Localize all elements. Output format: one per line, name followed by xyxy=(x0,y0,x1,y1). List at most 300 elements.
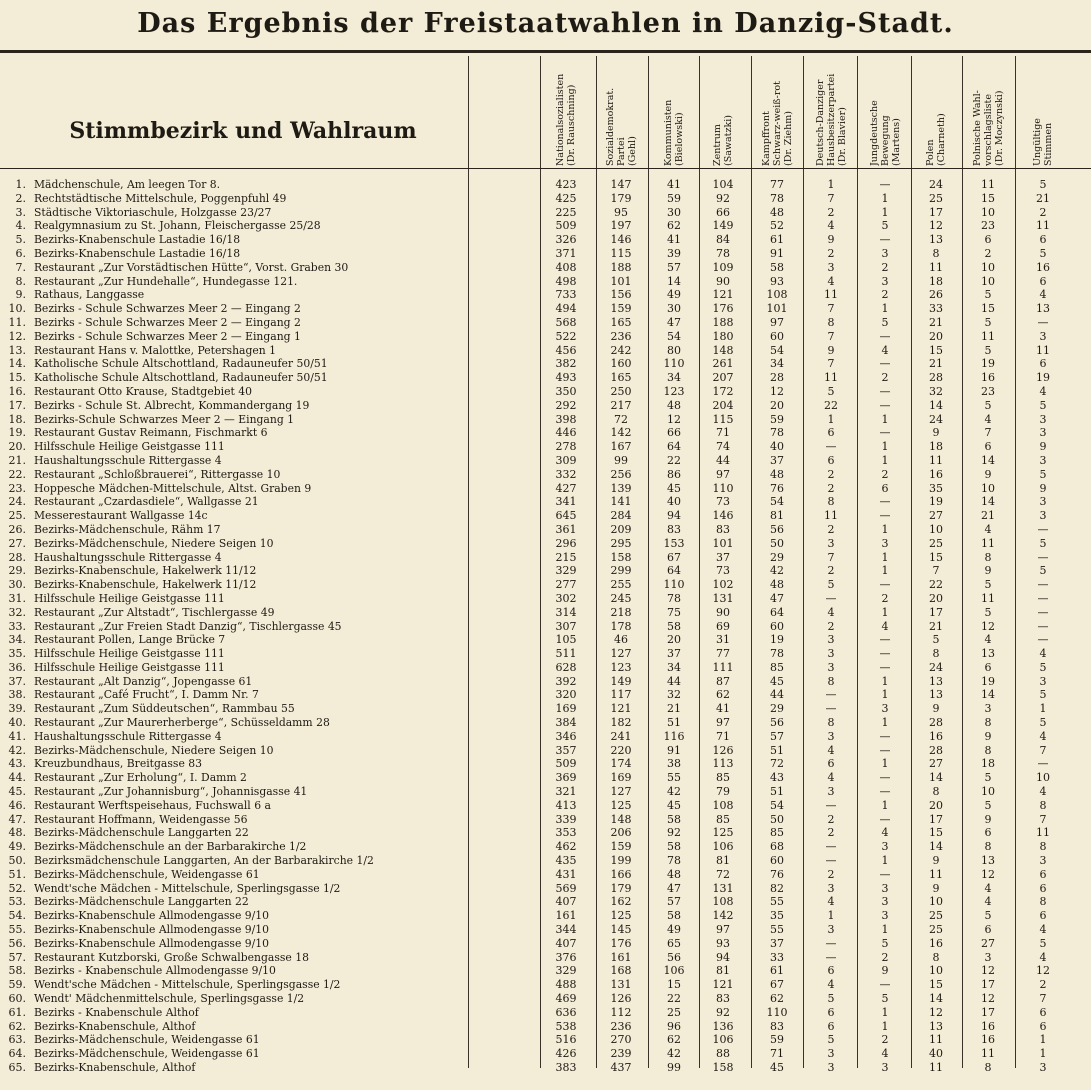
vote-count: 14 xyxy=(929,840,943,854)
vote-count: 54 xyxy=(770,495,784,509)
polling-place: Restaurant „Zur Hundehalle“, Hundegasse 121. xyxy=(34,274,298,288)
vote-count: 369 xyxy=(555,771,577,785)
vote-count: 9 xyxy=(984,564,992,578)
vote-count: 32 xyxy=(667,688,681,702)
vote-count: 136 xyxy=(712,1019,734,1033)
vote-count: 51 xyxy=(667,716,681,730)
vote-count: 153 xyxy=(663,536,685,550)
vote-count: 39 xyxy=(667,246,681,260)
vote-count: 3 xyxy=(827,1047,835,1061)
table-row xyxy=(0,578,1091,592)
polling-place: Hoppesche Mädchen-Mittelschule, Altst. Graben 9 xyxy=(34,481,312,495)
vote-count: 84 xyxy=(716,233,730,247)
vote-count: 28 xyxy=(929,716,943,730)
vote-count: 126 xyxy=(610,992,632,1006)
vote-count: 426 xyxy=(555,1047,577,1061)
vote-count: 1 xyxy=(881,453,889,467)
polling-place: Restaurant Hans v. Malottke, Petershagen 1 xyxy=(34,343,277,357)
polling-place: Bezirks-Knabenschule, Althof xyxy=(34,1019,196,1033)
district-number: 65. xyxy=(8,1061,26,1074)
table-row xyxy=(0,633,1091,647)
vote-count: 169 xyxy=(555,702,577,716)
table-row xyxy=(0,178,1091,192)
column-header: Kommunisten (Bielowski) xyxy=(663,99,685,166)
vote-count: 5 xyxy=(1039,660,1047,674)
polling-place: Bezirks-Mädchenschule, Rähm 17 xyxy=(34,522,221,536)
district-number: 35. xyxy=(8,647,26,661)
vote-count: 97 xyxy=(770,315,784,329)
vote-count: 236 xyxy=(610,329,632,343)
polling-place: Bezirks-Mädchenschule, Niedere Seigen 10 xyxy=(34,743,274,757)
vote-count: 8 xyxy=(932,246,940,260)
polling-place: Bezirks-Knabenschule Lastadie 16/18 xyxy=(34,233,241,247)
vote-count: 4 xyxy=(984,895,992,909)
vote-count: 9 xyxy=(1039,481,1047,495)
vote-count: 111 xyxy=(712,660,734,674)
vote-count: 22 xyxy=(667,992,681,1006)
vote-count: 101 xyxy=(766,302,788,316)
district-number: 51. xyxy=(8,867,26,881)
vote-count: 568 xyxy=(555,315,577,329)
table-row xyxy=(0,537,1091,551)
vote-count: 1 xyxy=(881,205,889,219)
vote-count: 12 xyxy=(929,1005,943,1019)
vote-count: 27 xyxy=(981,936,995,950)
vote-count: 1 xyxy=(881,302,889,316)
district-number: 62. xyxy=(8,1019,26,1033)
vote-count: 1 xyxy=(881,688,889,702)
vote-count: 188 xyxy=(610,260,632,274)
vote-count: 5 xyxy=(881,992,889,1006)
vote-count: 628 xyxy=(555,660,577,674)
district-number: 49. xyxy=(8,840,26,854)
vote-count: 34 xyxy=(667,660,681,674)
vote-count: 320 xyxy=(555,688,577,702)
vote-count: 34 xyxy=(667,371,681,385)
table-row xyxy=(0,757,1091,771)
vote-count: 56 xyxy=(667,950,681,964)
table-row xyxy=(0,219,1091,233)
vote-count: 407 xyxy=(555,895,577,909)
vote-count: 3 xyxy=(827,881,835,895)
vote-count: 45 xyxy=(667,481,681,495)
vote-count: 160 xyxy=(610,357,632,371)
vote-count: 32 xyxy=(929,384,943,398)
vote-count: 97 xyxy=(716,467,730,481)
vote-count: 3 xyxy=(1039,412,1047,426)
vote-count: 131 xyxy=(712,591,734,605)
vote-count: 94 xyxy=(716,950,730,964)
vote-count: 110 xyxy=(766,1005,788,1019)
vote-count: 1 xyxy=(881,757,889,771)
vote-count: 123 xyxy=(610,660,632,674)
vote-count: 159 xyxy=(610,840,632,854)
vote-count: 8 xyxy=(827,315,835,329)
district-number: 63. xyxy=(8,1033,26,1047)
vote-count: 48 xyxy=(770,578,784,592)
vote-count: 6 xyxy=(1039,909,1047,923)
vote-count: — xyxy=(825,798,837,812)
vote-count: 61 xyxy=(770,964,784,978)
vote-count: 4 xyxy=(827,605,835,619)
district-number: 11. xyxy=(8,315,26,329)
vote-count: 125 xyxy=(610,909,632,923)
vote-count: 58 xyxy=(667,840,681,854)
district-number: 3. xyxy=(15,205,26,219)
vote-count: 51 xyxy=(770,743,784,757)
vote-count: 5 xyxy=(1039,564,1047,578)
vote-count: 121 xyxy=(712,978,734,992)
vote-count: 13 xyxy=(929,688,943,702)
vote-count: 55 xyxy=(770,895,784,909)
polling-place: Bezirks - Schule St. Albrecht, Kommandergang 19 xyxy=(34,398,310,412)
table-row xyxy=(0,1006,1091,1020)
vote-count: 54 xyxy=(770,798,784,812)
vote-count: 437 xyxy=(610,1061,632,1074)
vote-count: 127 xyxy=(610,785,632,799)
column-header: Polen (Charneth) xyxy=(925,113,947,166)
vote-count: 20 xyxy=(667,633,681,647)
vote-count: 20 xyxy=(929,591,943,605)
vote-count: 61 xyxy=(770,233,784,247)
polling-place: Restaurant „Zur Altstadt“, Tischlergasse 49 xyxy=(34,605,275,619)
vote-count: — xyxy=(1037,315,1049,329)
vote-count: 54 xyxy=(770,343,784,357)
vote-count: 6 xyxy=(1039,867,1047,881)
vote-count: 516 xyxy=(555,1033,577,1047)
vote-count: 5 xyxy=(1039,178,1047,191)
vote-count: 15 xyxy=(981,191,995,205)
vote-count: 57 xyxy=(667,895,681,909)
vote-count: 329 xyxy=(555,964,577,978)
district-number: 18. xyxy=(8,412,26,426)
vote-count: 57 xyxy=(667,260,681,274)
vote-count: 28 xyxy=(929,743,943,757)
vote-count: 78 xyxy=(667,591,681,605)
vote-count: 101 xyxy=(712,536,734,550)
vote-count: 110 xyxy=(663,357,685,371)
vote-count: 19 xyxy=(929,495,943,509)
district-number: 41. xyxy=(8,729,26,743)
vote-count: 29 xyxy=(770,550,784,564)
vote-count: 2 xyxy=(881,371,889,385)
vote-count: 341 xyxy=(555,495,577,509)
vote-count: 60 xyxy=(770,329,784,343)
vote-count: 162 xyxy=(610,895,632,909)
vote-count: 215 xyxy=(555,550,577,564)
vote-count: 19 xyxy=(1036,371,1050,385)
vote-count: 3 xyxy=(881,246,889,260)
vote-count: 66 xyxy=(667,426,681,440)
table-row xyxy=(0,247,1091,261)
vote-count: 4 xyxy=(984,633,992,647)
vote-count: 6 xyxy=(827,1019,835,1033)
vote-count: 125 xyxy=(712,826,734,840)
district-number: 22. xyxy=(8,467,26,481)
vote-count: 2 xyxy=(827,467,835,481)
vote-count: 302 xyxy=(555,591,577,605)
vote-count: 86 xyxy=(667,467,681,481)
vote-count: 278 xyxy=(555,440,577,454)
vote-count: 10 xyxy=(929,522,943,536)
table-row xyxy=(0,454,1091,468)
vote-count: 11 xyxy=(824,288,838,302)
vote-count: — xyxy=(1037,605,1049,619)
vote-count: 74 xyxy=(716,440,730,454)
vote-count: 8 xyxy=(932,950,940,964)
table-row xyxy=(0,482,1091,496)
vote-count: 24 xyxy=(929,660,943,674)
vote-count: 5 xyxy=(827,992,835,1006)
district-number: 43. xyxy=(8,757,26,771)
vote-count: 6 xyxy=(827,1005,835,1019)
vote-count: 81 xyxy=(716,964,730,978)
district-number: 34. xyxy=(8,633,26,647)
vote-count: 142 xyxy=(610,426,632,440)
vote-count: 106 xyxy=(712,1033,734,1047)
vote-count: 17 xyxy=(929,205,943,219)
district-number: 44. xyxy=(8,771,26,785)
vote-count: 6 xyxy=(827,757,835,771)
vote-count: 218 xyxy=(610,605,632,619)
vote-count: 3 xyxy=(827,729,835,743)
vote-count: 59 xyxy=(667,191,681,205)
vote-count: 3 xyxy=(1039,854,1047,868)
polling-place: Bezirks-Mädchenschule Langgarten 22 xyxy=(34,826,249,840)
vote-count: 91 xyxy=(667,743,681,757)
vote-count: 108 xyxy=(712,895,734,909)
district-number: 7. xyxy=(15,260,26,274)
vote-count: 16 xyxy=(929,729,943,743)
vote-count: 147 xyxy=(610,178,632,191)
vote-count: 41 xyxy=(716,702,730,716)
vote-count: 15 xyxy=(929,550,943,564)
vote-count: 64 xyxy=(667,564,681,578)
vote-count: 9 xyxy=(984,812,992,826)
vote-count: 179 xyxy=(610,881,632,895)
vote-count: — xyxy=(825,702,837,716)
district-number: 28. xyxy=(8,550,26,564)
polling-place: Bezirks-Mädchenschule Langgarten 22 xyxy=(34,895,249,909)
table-row xyxy=(0,468,1091,482)
vote-count: 423 xyxy=(555,178,577,191)
vote-count: — xyxy=(825,950,837,964)
polling-place: Bezirks - Knabenschule Althof xyxy=(34,1005,199,1019)
table-row xyxy=(0,730,1091,744)
vote-count: 159 xyxy=(610,302,632,316)
vote-count: 5 xyxy=(984,398,992,412)
vote-count: 116 xyxy=(663,729,685,743)
vote-count: 83 xyxy=(770,1019,784,1033)
district-number: 58. xyxy=(8,964,26,978)
vote-count: 81 xyxy=(716,854,730,868)
vote-count: 4 xyxy=(827,743,835,757)
vote-count: 81 xyxy=(770,509,784,523)
vote-count: 217 xyxy=(610,398,632,412)
column-header: Kampffront Schwarz-weiß-rot (Dr. Ziehm) xyxy=(760,81,794,166)
vote-count: 344 xyxy=(555,923,577,937)
vote-count: 197 xyxy=(610,219,632,233)
district-number: 47. xyxy=(8,812,26,826)
polling-place: Hilfsschule Heilige Geistgasse 111 xyxy=(34,660,225,674)
vote-count: 99 xyxy=(667,1061,681,1074)
vote-count: 18 xyxy=(981,757,995,771)
table-row xyxy=(0,675,1091,689)
vote-count: 156 xyxy=(610,288,632,302)
vote-count: 3 xyxy=(881,895,889,909)
vote-count: 1 xyxy=(881,440,889,454)
vote-count: 5 xyxy=(1039,246,1047,260)
vote-count: 250 xyxy=(610,384,632,398)
vote-count: 2 xyxy=(881,467,889,481)
vote-count: 5 xyxy=(984,578,992,592)
polling-place: Katholische Schule Altschottland, Radauneufer 50/51 xyxy=(34,371,328,385)
vote-count: 295 xyxy=(610,536,632,550)
vote-count: 10 xyxy=(981,785,995,799)
vote-count: 125 xyxy=(610,798,632,812)
vote-count: 309 xyxy=(555,453,577,467)
vote-count: 17 xyxy=(929,605,943,619)
vote-count: 2 xyxy=(827,619,835,633)
vote-count: 7 xyxy=(932,564,940,578)
vote-count: 48 xyxy=(770,205,784,219)
vote-count: 26 xyxy=(929,288,943,302)
district-number: 39. xyxy=(8,702,26,716)
vote-count: 167 xyxy=(610,440,632,454)
vote-count: 5 xyxy=(984,343,992,357)
vote-count: 83 xyxy=(716,522,730,536)
vote-count: 13 xyxy=(981,647,995,661)
vote-count: 123 xyxy=(663,384,685,398)
table-row xyxy=(0,978,1091,992)
vote-count: 16 xyxy=(1036,260,1050,274)
vote-count: — xyxy=(879,812,891,826)
vote-count: 8 xyxy=(1039,895,1047,909)
vote-count: 65 xyxy=(667,936,681,950)
vote-count: 5 xyxy=(984,315,992,329)
district-number: 40. xyxy=(8,716,26,730)
vote-count: 261 xyxy=(712,357,734,371)
vote-count: 8 xyxy=(932,785,940,799)
vote-count: 4 xyxy=(984,412,992,426)
vote-count: 131 xyxy=(712,881,734,895)
vote-count: — xyxy=(1037,619,1049,633)
vote-count: 110 xyxy=(663,578,685,592)
vote-count: 20 xyxy=(929,798,943,812)
vote-count: 64 xyxy=(667,440,681,454)
vote-count: 14 xyxy=(929,771,943,785)
vote-count: 11 xyxy=(824,509,838,523)
vote-count: 4 xyxy=(1039,729,1047,743)
vote-count: 56 xyxy=(770,522,784,536)
polling-place: Restaurant Kutzborski, Große Schwalbengasse 18 xyxy=(34,950,309,964)
vote-count: 12 xyxy=(1036,964,1050,978)
vote-count: 85 xyxy=(770,826,784,840)
table-row xyxy=(0,592,1091,606)
vote-count: 11 xyxy=(1036,219,1050,233)
vote-count: 14 xyxy=(667,274,681,288)
vote-count: 353 xyxy=(555,826,577,840)
table-row xyxy=(0,688,1091,702)
vote-count: 42 xyxy=(667,1047,681,1061)
polling-place: Haushaltungsschule Rittergasse 4 xyxy=(34,453,222,467)
vote-count: — xyxy=(825,440,837,454)
vote-count: 62 xyxy=(667,1033,681,1047)
table-row xyxy=(0,523,1091,537)
vote-count: 4 xyxy=(827,895,835,909)
vote-count: 326 xyxy=(555,233,577,247)
column-header: Nationalsozialisten (Dr. Rauschning) xyxy=(555,73,577,166)
vote-count: 121 xyxy=(610,702,632,716)
vote-count: 3 xyxy=(1039,426,1047,440)
vote-count: 332 xyxy=(555,467,577,481)
vote-count: 9 xyxy=(827,233,835,247)
vote-count: 101 xyxy=(610,274,632,288)
vote-count: 126 xyxy=(712,743,734,757)
vote-count: 3 xyxy=(827,536,835,550)
district-number: 1. xyxy=(15,178,26,191)
polling-place: Bezirks - Schule Schwarzes Meer 2 — Eingang 2 xyxy=(34,315,301,329)
vote-count: 3 xyxy=(881,909,889,923)
vote-count: 67 xyxy=(770,978,784,992)
vote-count: 109 xyxy=(712,260,734,274)
vote-count: 69 xyxy=(716,619,730,633)
vote-count: 158 xyxy=(610,550,632,564)
vote-count: 314 xyxy=(555,605,577,619)
vote-count: 16 xyxy=(981,1019,995,1033)
vote-count: 8 xyxy=(932,647,940,661)
vote-count: — xyxy=(879,647,891,661)
vote-count: 23 xyxy=(981,384,995,398)
vote-count: 16 xyxy=(929,936,943,950)
table-row xyxy=(0,316,1091,330)
vote-count: 382 xyxy=(555,357,577,371)
polling-place: Städtische Viktoriaschule, Holzgasse 23/27 xyxy=(34,205,272,219)
vote-count: 87 xyxy=(716,674,730,688)
vote-count: 4 xyxy=(827,219,835,233)
vote-count: 3 xyxy=(827,923,835,937)
vote-count: 569 xyxy=(555,881,577,895)
polling-place: Bezirks-Mädchenschule, Niedere Seigen 10 xyxy=(34,536,274,550)
vote-count: 8 xyxy=(984,743,992,757)
vote-count: 7 xyxy=(1039,992,1047,1006)
vote-count: 47 xyxy=(667,315,681,329)
vote-count: 21 xyxy=(981,509,995,523)
vote-count: 145 xyxy=(610,923,632,937)
district-number: 45. xyxy=(8,785,26,799)
district-number: 42. xyxy=(8,743,26,757)
vote-count: 15 xyxy=(667,978,681,992)
vote-count: 7 xyxy=(1039,812,1047,826)
vote-count: 94 xyxy=(667,509,681,523)
vote-count: 339 xyxy=(555,812,577,826)
district-number: 16. xyxy=(8,384,26,398)
vote-count: 25 xyxy=(667,1005,681,1019)
vote-count: — xyxy=(1037,757,1049,771)
vote-count: 55 xyxy=(770,923,784,937)
district-number: 60. xyxy=(8,992,26,1006)
vote-count: 11 xyxy=(981,1047,995,1061)
polling-place: Bezirks-Knabenschule Allmodengasse 9/10 xyxy=(34,909,270,923)
vote-count: 11 xyxy=(929,453,943,467)
vote-count: 182 xyxy=(610,716,632,730)
vote-count: 17 xyxy=(929,812,943,826)
vote-count: 97 xyxy=(716,923,730,937)
vote-count: 7 xyxy=(984,426,992,440)
vote-count: 142 xyxy=(712,909,734,923)
district-number: 25. xyxy=(8,509,26,523)
vote-count: 10 xyxy=(981,205,995,219)
